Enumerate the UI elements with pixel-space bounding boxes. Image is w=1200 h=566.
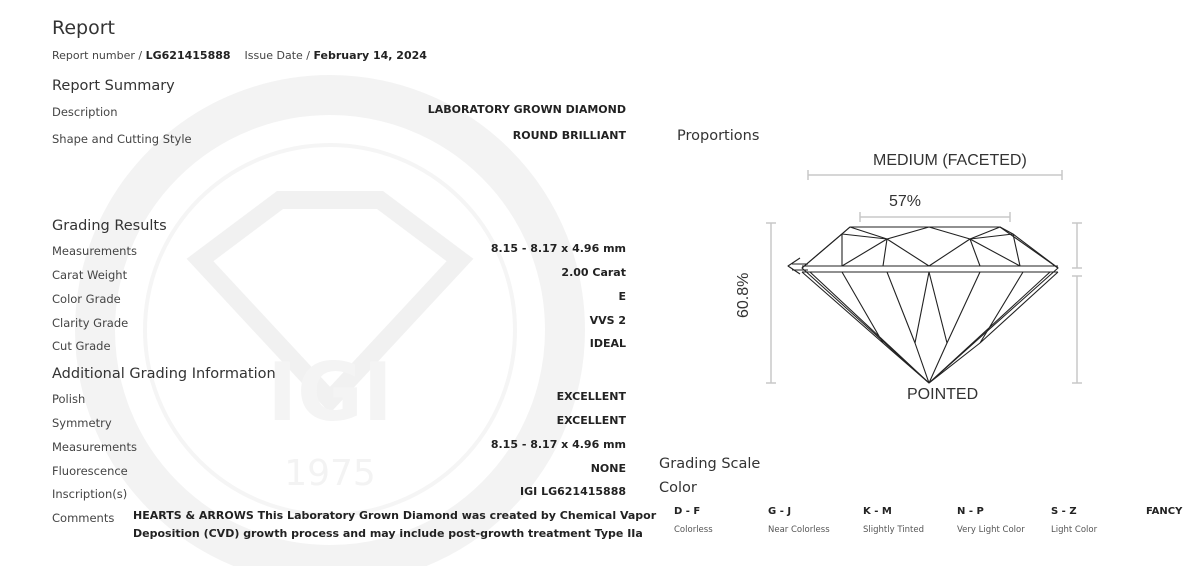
row-value: VVS 2 xyxy=(589,314,626,327)
additional-grading-heading: Additional Grading Information xyxy=(52,366,276,382)
report-summary-heading: Report Summary xyxy=(52,78,175,94)
color-grade-description: Near Colorless xyxy=(768,525,830,535)
color-grade-description: Slightly Tinted xyxy=(863,525,924,535)
color-grade-description: Colorless xyxy=(674,525,713,535)
row-value: NONE xyxy=(590,462,626,475)
row-value: EXCELLENT xyxy=(556,390,626,403)
color-grade-description: Very Light Color xyxy=(957,525,1025,535)
color-scale-heading: Color xyxy=(659,480,697,496)
row-label: Cut Grade xyxy=(52,339,111,353)
comments-line-2: Deposition (CVD) growth process and may include post-growth treatment Type IIa xyxy=(133,527,643,540)
row-value: IGI LG621415888 xyxy=(520,485,626,498)
row-label: Measurements xyxy=(52,244,137,258)
proportions-heading: Proportions xyxy=(677,128,760,144)
row-label: Color Grade xyxy=(52,292,121,306)
row-value: LABORATORY GROWN DIAMOND xyxy=(427,103,626,116)
row-value: 8.15 - 8.17 x 4.96 mm xyxy=(490,242,626,255)
row-value: EXCELLENT xyxy=(556,414,626,427)
row-value: ROUND BRILLIANT xyxy=(512,129,626,142)
row-value: IDEAL xyxy=(589,337,626,350)
color-grade-range: G - J xyxy=(768,506,792,517)
culet-label: POINTED xyxy=(907,386,979,403)
row-label: Measurements xyxy=(52,440,137,454)
svg-text:IGI: IGI xyxy=(267,346,393,439)
color-grade-range: S - Z xyxy=(1051,506,1077,517)
page-title: Report xyxy=(52,17,115,39)
report-number: LG621415888 xyxy=(145,49,231,62)
row-value: 2.00 Carat xyxy=(561,266,626,279)
color-grade-description: Light Color xyxy=(1051,525,1098,535)
table-percent: 57% xyxy=(889,193,922,210)
svg-text:1975: 1975 xyxy=(284,453,376,494)
color-grade-range: FANCY xyxy=(1146,506,1183,517)
row-label: Polish xyxy=(52,392,86,406)
report-number-label: Report number / xyxy=(52,49,143,62)
color-grade-range: N - P xyxy=(957,506,984,517)
comments-label: Comments xyxy=(52,511,115,525)
color-grade-range: D - F xyxy=(674,506,701,517)
comments-line-1: HEARTS & ARROWS This Laboratory Grown Diamond was created by Chemical Vapor xyxy=(133,509,657,522)
row-label: Carat Weight xyxy=(52,268,128,282)
row-label: Inscription(s) xyxy=(52,487,128,501)
grading-results-heading: Grading Results xyxy=(52,218,167,234)
row-label: Shape and Cutting Style xyxy=(52,132,192,146)
row-label: Clarity Grade xyxy=(52,316,129,330)
row-label: Symmetry xyxy=(52,416,112,430)
row-value: E xyxy=(618,290,626,303)
row-label: Description xyxy=(52,105,118,119)
depth-percent: 60.8% xyxy=(735,272,752,318)
row-value: 8.15 - 8.17 x 4.96 mm xyxy=(490,438,626,451)
row-label: Fluorescence xyxy=(52,464,128,478)
girdle-label: MEDIUM (FACETED) xyxy=(873,152,1027,169)
color-grade-range: K - M xyxy=(863,506,892,517)
grading-scale-heading: Grading Scale xyxy=(659,456,761,472)
issue-date-label: Issue Date / xyxy=(244,49,310,62)
issue-date: February 14, 2024 xyxy=(313,49,427,62)
